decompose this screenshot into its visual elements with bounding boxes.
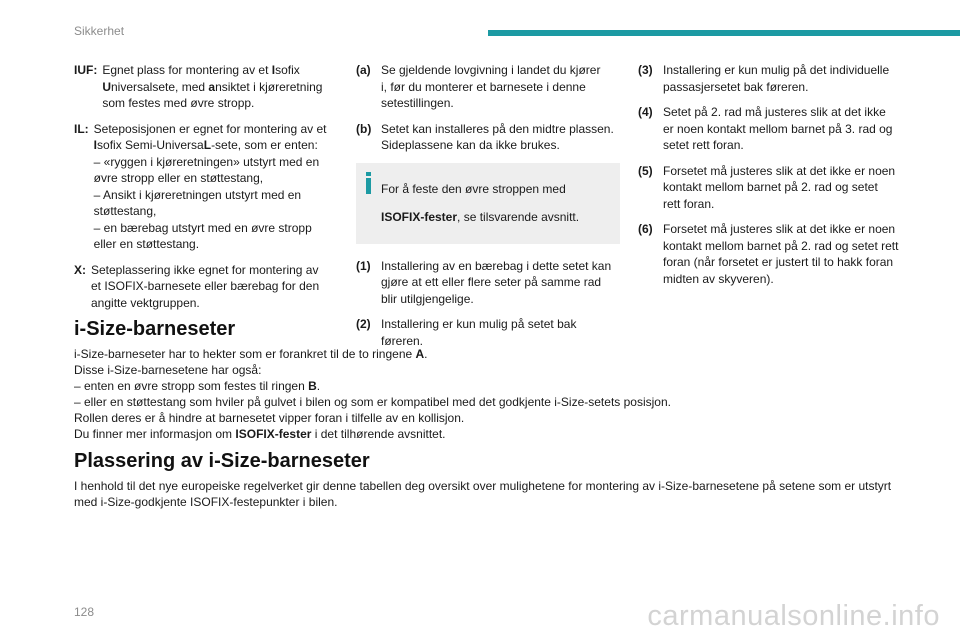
text-line: Setet på 2. rad må justeres slik at det ikke [663, 105, 886, 119]
note-text [663, 62, 904, 95]
text-line: Du finner mer informasjon om ISOFIX-fester i det tilhørende avsnittet. [74, 427, 446, 441]
text-line: – Ansikt i kjøreretningen utstyrt med en [93, 187, 302, 202]
info-icon [365, 172, 372, 194]
legend-key: IL: [74, 121, 89, 136]
text-line: passasjersetet bak føreren. [663, 79, 809, 94]
text-line: Setet kan installeres på den midtre plassen. [381, 121, 614, 136]
text-line: foran (når forsetet er justert til to hakk foran [663, 255, 894, 269]
note-key: (5) [638, 163, 653, 178]
text-line: er noen kontakt mellom barnet på 3. rad og [663, 121, 893, 136]
page-number: 128 [74, 605, 95, 619]
legend-key: X: [74, 262, 86, 277]
text-line: blir utilgjengelige. [381, 291, 474, 306]
legend-column [74, 62, 344, 320]
note-text [663, 221, 904, 287]
note-text [381, 121, 620, 154]
heading-placement: Plassering av i-Size-barneseter [74, 450, 370, 472]
legend-key: IUF: [74, 63, 98, 77]
text-line: – «ryggen i kjøreretningen» utstyrt med en [93, 154, 320, 169]
text-line: gjøre at ett eller flere seter på samme rad [381, 275, 602, 289]
info-text [381, 181, 610, 226]
text-line: Disse i-Size-barnesetene har også: [74, 363, 262, 377]
note-b [356, 121, 620, 154]
text-line: kontakt mellom barnet på 2. rad og setet [663, 180, 878, 194]
note-key: (a) [356, 63, 371, 77]
note-key: (6) [638, 222, 653, 236]
text-line: i, før du monterer et barnesete i denne [381, 79, 586, 94]
text-line: I henhold til det nye europeiske regelverket gir denne tabellen deg oversikt over mulighetene for montering av i-Size-barnesetene på setene som er utstyrt [74, 479, 892, 493]
note-text [663, 163, 904, 213]
text-line: i-Size-barneseter har to hekter som er forankret til de to ringene A. [74, 347, 428, 361]
text-line: som festes med øvre stropp. [102, 96, 255, 110]
heading-isize: i-Size-barneseter [74, 318, 236, 340]
note-key: (4) [638, 105, 653, 119]
note-2 [356, 316, 620, 349]
text-line: Isofix Semi-UniversaL-sete, som er enten: [93, 138, 318, 152]
text-line: støttestang, [93, 204, 157, 218]
note-5 [638, 163, 904, 213]
note-a [356, 62, 620, 112]
text-line: Seteposisjonen er egnet for montering av et [93, 121, 327, 136]
text-line: Installering er kun mulig på det individuelle [663, 63, 890, 77]
note-text [663, 104, 904, 154]
text-line: Forsetet må justeres slik at det ikke er noen [663, 222, 896, 236]
text-line: eller en støttestang. [93, 237, 200, 251]
text-line: Rollen deres er å hindre at barnesetet vipper foran i tilfelle av en kollisjon. [74, 411, 465, 425]
note-4 [638, 104, 904, 154]
note-text [381, 258, 620, 308]
text-line: Universalsete, med ansiktet i kjøreretning [102, 79, 323, 94]
text-line: Sideplassene kan da ikke brukes. [381, 138, 560, 152]
text-line: For å feste den øvre stroppen med [381, 181, 566, 196]
legend-text [94, 121, 344, 253]
text-line: med i-Size-godkjente ISOFIX-festepunkter i bilen. [74, 495, 338, 509]
header-accent-bar [488, 30, 960, 36]
text-line: – eller en støttestang som hviler på gulvet i bilen og som er kompatibel med det godkjente i-Size-setets posisjon. [74, 395, 671, 409]
text-line: setestillingen. [381, 96, 454, 110]
legend-iuf [74, 62, 344, 112]
text-line: ISOFIX-fester, se tilsvarende avsnitt. [381, 210, 580, 224]
info-box [356, 163, 620, 244]
isize-body [74, 346, 914, 442]
text-line: – enten en øvre stropp som festes til ringen B. [74, 379, 321, 393]
watermark: carmanualsonline.info [647, 600, 940, 632]
text-line: Forsetet må justeres slik at det ikke er noen [663, 163, 896, 178]
section-header: Sikkerhet [74, 24, 125, 38]
notes-column-middle [356, 62, 620, 358]
note-key: (b) [356, 121, 372, 136]
text-line: midten av skyveren). [663, 271, 774, 286]
text-line: setet rett foran. [663, 138, 744, 152]
notes-column-right [638, 62, 904, 296]
legend-text [91, 262, 344, 312]
note-1 [356, 258, 620, 308]
note-text [381, 62, 620, 112]
legend-il [74, 121, 344, 253]
note-3 [638, 62, 904, 95]
text-line: øvre stropp eller en støttestang, [93, 171, 264, 185]
note-key: (2) [356, 317, 371, 331]
note-6 [638, 221, 904, 287]
legend-text [102, 62, 344, 112]
text-line: føreren. [381, 333, 424, 348]
legend-x [74, 262, 344, 312]
text-line: Installering er kun mulig på setet bak [381, 317, 577, 331]
text-line: Egnet plass for montering av et Isofix [102, 63, 300, 77]
text-line: Seteplassering ikke egnet for montering av [91, 262, 319, 277]
text-line: kontakt mellom barnet på 2. rad og setet rett [663, 238, 899, 253]
text-line: angitte vektgruppen. [91, 295, 200, 310]
text-line: Se gjeldende lovgivning i landet du kjører [381, 63, 601, 77]
note-text [381, 316, 620, 349]
placement-body [74, 478, 914, 510]
text-line: Installering av en bærebag i dette setet kan [381, 258, 612, 273]
text-line: et ISOFIX-barnesete eller bærebag for den [91, 279, 320, 293]
text-line: rett foran. [663, 196, 715, 211]
note-key: (3) [638, 63, 653, 77]
note-key: (1) [356, 258, 371, 273]
text-line: – en bærebag utstyrt med en øvre stropp [93, 220, 312, 235]
